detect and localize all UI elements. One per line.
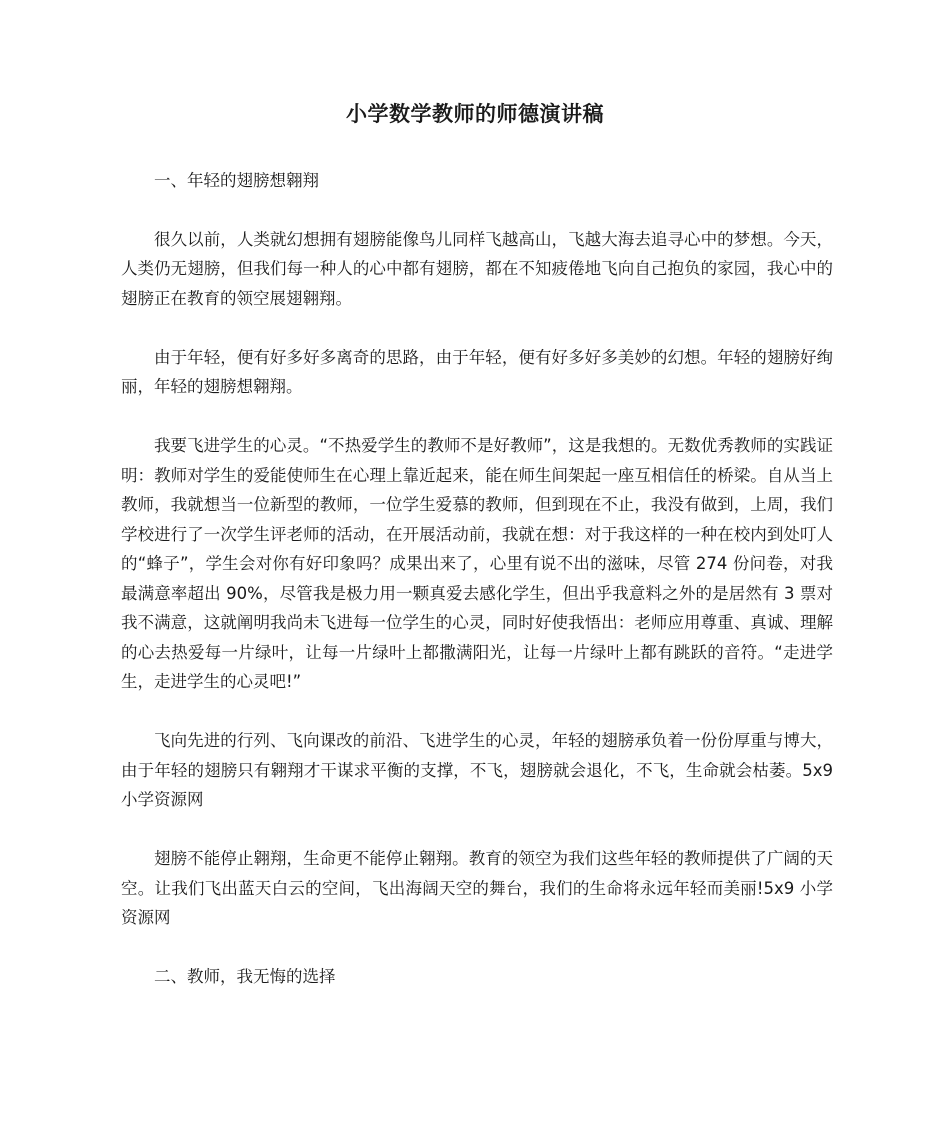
section-heading-1: 一、年轻的翅膀想翱翔 bbox=[154, 171, 319, 190]
paragraph-3: 我要飞进学生的心灵。“不热爱学生的教师不是好教师”，这是我想的。无数优秀教师的实践证明：教师对学生的爱能使师生在心理上靠近起来，能在师生间架起一座互相信任的桥梁。自从当上教师，我就想当一位新型的教师，一位学生爱慕的教师，但到现在不止，我没有做到，上周，我们学校进行了一次学生评老师的活动，在开展活动前，我就在想：对于我这样的一种在校内到处叮人的“蜂子”，学生会对你有好印象吗？成果出来了，心里有说不出的滋味，尽管 274 份问卷，对我最满意率超出 90%，尽管我是极力用一颗真爱去感化学生，但出乎我意料之外的是居然有 3 票对我不满意，这就阐明我尚未飞进每一位学生的心灵，同时好使我悟出：老师应用尊重、真诚、理解的心去热爱每一片绿叶，让每一片绿叶上都撒满阳光，让每一片绿叶上都有跳跃的音符。“走进学生，走进学生的心灵吧!” bbox=[121, 436, 833, 691]
paragraph-5: 翅膀不能停止翱翔，生命更不能停止翱翔。教育的领空为我们这些年轻的教师提供了广阔的天空。让我们飞出蓝天白云的空间，飞出海阔天空的舞台，我们的生命将永远年轻而美丽!5x9 小学资源网 bbox=[121, 849, 833, 927]
paragraph-1: 很久以前，人类就幻想拥有翅膀能像鸟儿同样飞越高山，飞越大海去追寻心中的梦想。今天，人类仍无翅膀，但我们每一种人的心中都有翅膀，都在不知疲倦地飞向自己抱负的家园，我心中的翅膀正在教育的领空展翅翱翔。 bbox=[121, 229, 833, 308]
document-title: 小学数学教师的师德演讲稿 bbox=[346, 102, 604, 126]
paragraph-2: 由于年轻，便有好多好多离奇的思路，由于年轻，便有好多好多美妙的幻想。年轻的翅膀好绚丽，年轻的翅膀想翱翔。 bbox=[121, 347, 833, 396]
section-heading-2: 二、教师，我无悔的选择 bbox=[154, 967, 336, 986]
paragraph-4: 飞向先进的行列、飞向课改的前沿、飞进学生的心灵，年轻的翅膀承负着一份份厚重与博大，由于年轻的翅膀只有翱翔才干谋求平衡的支撑，不飞，翅膀就会退化，不飞，生命就会枯萎。5x9 小学资源网 bbox=[121, 731, 833, 809]
document-body bbox=[121, 166, 833, 1021]
